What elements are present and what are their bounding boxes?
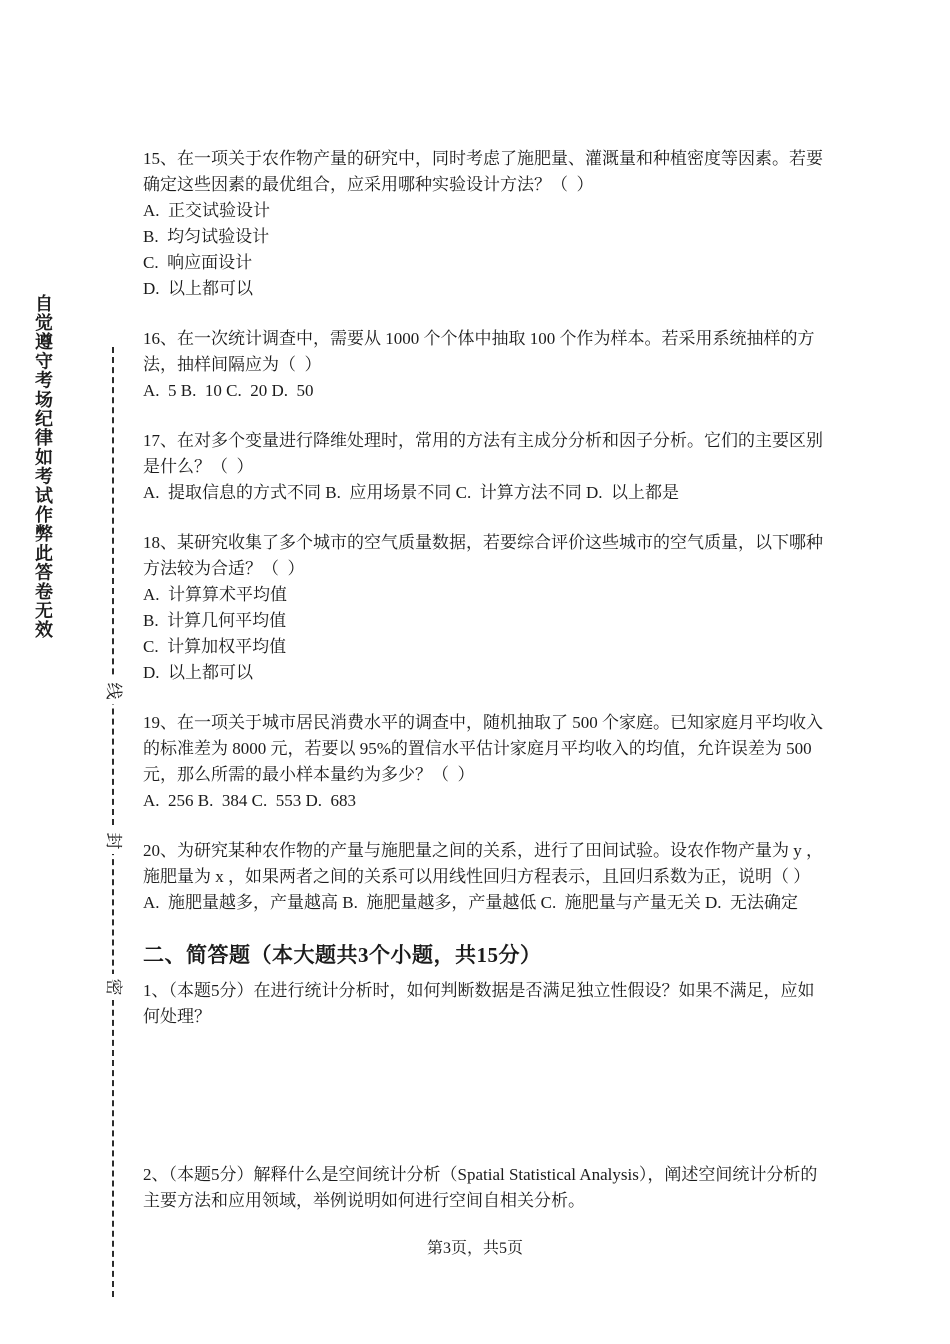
seal-char-xian: 线 — [98, 678, 128, 704]
question-18 — [143, 530, 824, 686]
seal-dashed-line — [112, 347, 114, 1297]
option-line: A. 计算算术平均值 — [143, 585, 288, 604]
question-stem: 2、（本题5分）解释什么是空间统计分析（Spatial Statistical Analysis），阐述空间统计分析的主要方法和应用领域，举例说明如何进行空间自相关分析。 — [143, 1165, 818, 1210]
option-line: B. 均匀试验设计 — [143, 227, 270, 246]
section-2-heading: 二、简答题（本大题共3个小题，共15分） — [143, 943, 542, 967]
option-line: B. 计算几何平均值 — [143, 611, 287, 630]
answer-space — [143, 1030, 824, 1162]
option-line: A. 256 B. 384 C. 553 D. 683 — [143, 791, 356, 810]
question-20 — [143, 838, 824, 916]
option-line: D. 以上都可以 — [143, 663, 254, 682]
seal-char-mi: 密 — [98, 974, 128, 1000]
option-line: A. 施肥量越多，产量越高 B. 施肥量越多，产量越低 C. 施肥量与产量无关 D. 无法确定 — [143, 893, 798, 912]
question-stem: 15、在一项关于农作物产量的研究中，同时考虑了施肥量、灌溉量和种植密度等因素。若要确定这些因素的最优组合，应采用哪种实验设计方法？（ ） — [143, 149, 823, 194]
question-stem: 19、在一项关于城市居民消费水平的调查中，随机抽取了 500 个家庭。已知家庭月平均收入的标准差为 8000 元，若要以 95%的置信水平估计家庭月平均收入的均值，允许误差为 500 元，那么所需的最小样本量约为多少？（ ） — [143, 713, 823, 784]
option-line: D. 以上都可以 — [143, 279, 254, 298]
page-footer: 第3页，共5页 — [426, 1240, 523, 1257]
short-answer-question-1 — [143, 978, 824, 1030]
question-16 — [143, 326, 824, 404]
short-answer-question-2 — [143, 1162, 824, 1214]
question-stem: 1、（本题5分）在进行统计分析时，如何判断数据是否满足独立性假设？如果不满足，应如何处理？ — [143, 981, 815, 1026]
question-15 — [143, 146, 824, 302]
option-line: C. 计算加权平均值 — [143, 637, 287, 656]
seal-char-feng: 封 — [98, 828, 128, 854]
exam-discipline-warning: 自觉遵守考场纪律如考试作弊此答卷无效 — [33, 294, 53, 640]
question-17 — [143, 428, 824, 506]
question-19 — [143, 710, 824, 814]
question-stem: 16、在一次统计调查中，需要从 1000 个个体中抽取 100 个作为样本。若采用系统抽样的方法，抽样间隔应为（ ） — [143, 329, 815, 374]
exam-content-column — [143, 146, 824, 1214]
option-line: A. 正交试验设计 — [143, 201, 271, 220]
option-line: A. 5 B. 10 C. 20 D. 50 — [143, 381, 314, 400]
option-line: A. 提取信息的方式不同 B. 应用场景不同 C. 计算方法不同 D. 以上都是 — [143, 483, 679, 502]
question-stem: 20、为研究某种农作物的产量与施肥量之间的关系，进行了田间试验。设农作物产量为 y ，施肥量为 x ，如果两者之间的关系可以用线性回归方程表示，且回归系数为正，说明（ ） — [143, 841, 823, 886]
question-stem: 17、在对多个变量进行降维处理时，常用的方法有主成分分析和因子分析。它们的主要区别是什么？（ ） — [143, 431, 823, 476]
question-stem: 18、某研究收集了多个城市的空气质量数据，若要综合评价这些城市的空气质量，以下哪种方法较为合适？（ ） — [143, 533, 823, 578]
option-line: C. 响应面设计 — [143, 253, 253, 272]
